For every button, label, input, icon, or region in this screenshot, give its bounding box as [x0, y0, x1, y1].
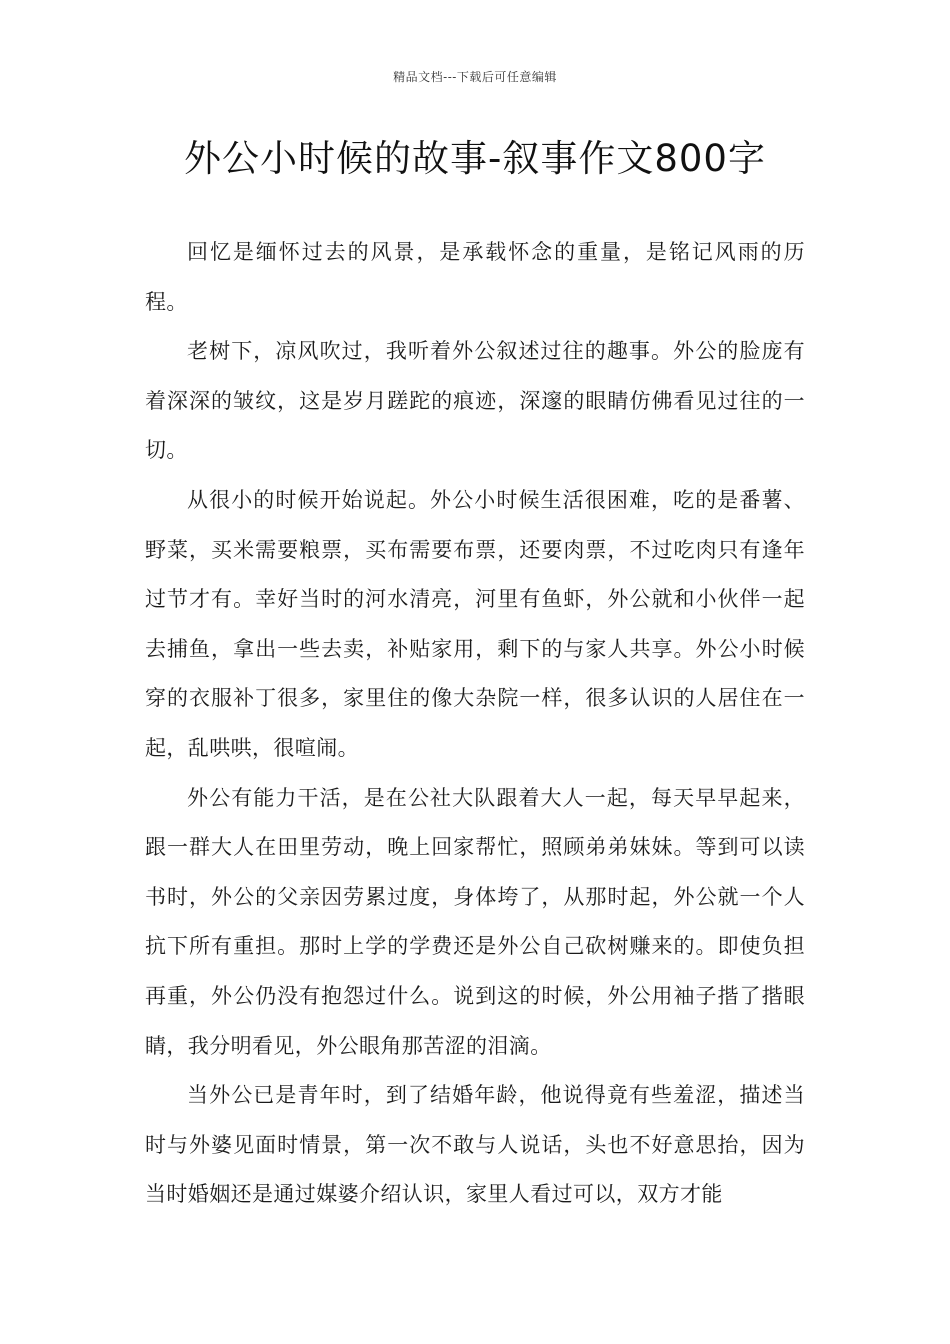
header-note: 精品文档---下载后可任意编辑 — [393, 70, 557, 84]
paragraph: 老树下，凉风吹过，我听着外公叙述过往的趣事。外公的脸庞有着深深的皱纹，这是岁月蹉跎的痕迹，深邃的眼睛仿佛看见过往的一切。 — [145, 339, 805, 463]
paragraph: 当外公已是青年时，到了结婚年龄，他说得竟有些羞涩，描述当时与外婆见面时情景，第一次不敢与人说话，头也不好意思抬，因为当时婚姻还是通过媒婆介绍认识，家里人看过可以，双方才能 — [145, 1083, 805, 1207]
paragraph: 外公有能力干活，是在公社大队跟着大人一起，每天早早起来，跟一群大人在田里劳动，晚上回家帮忙，照顾弟弟妹妹。等到可以读书时，外公的父亲因劳累过度，身体垮了，从那时起，外公就一个人抗下所有重担。那时上学的学费还是外公自己砍树赚来的。即使负担再重，外公仍没有抱怨过什么。说到这的时候，外公用袖子揩了揩眼睛，我分明看见，外公眼角那苦涩的泪滴。 — [145, 785, 805, 1058]
paragraph: 回忆是缅怀过去的风景，是承载怀念的重量，是铭记风雨的历程。 — [145, 240, 805, 314]
document-title: 外公小时候的故事-叙事作文800字 — [184, 137, 766, 180]
document-body — [145, 228, 805, 1220]
paragraph: 从很小的时候开始说起。外公小时候生活很困难，吃的是番薯、野菜，买米需要粮票，买布需要布票，还要肉票，不过吃肉只有逢年过节才有。幸好当时的河水清亮，河里有鱼虾，外公就和小伙伴一起去捕鱼，拿出一些去卖，补贴家用，剩下的与家人共享。外公小时候穿的衣服补丁很多，家里住的像大杂院一样，很多认识的人居住在一起，乱哄哄，很喧闹。 — [145, 487, 805, 760]
